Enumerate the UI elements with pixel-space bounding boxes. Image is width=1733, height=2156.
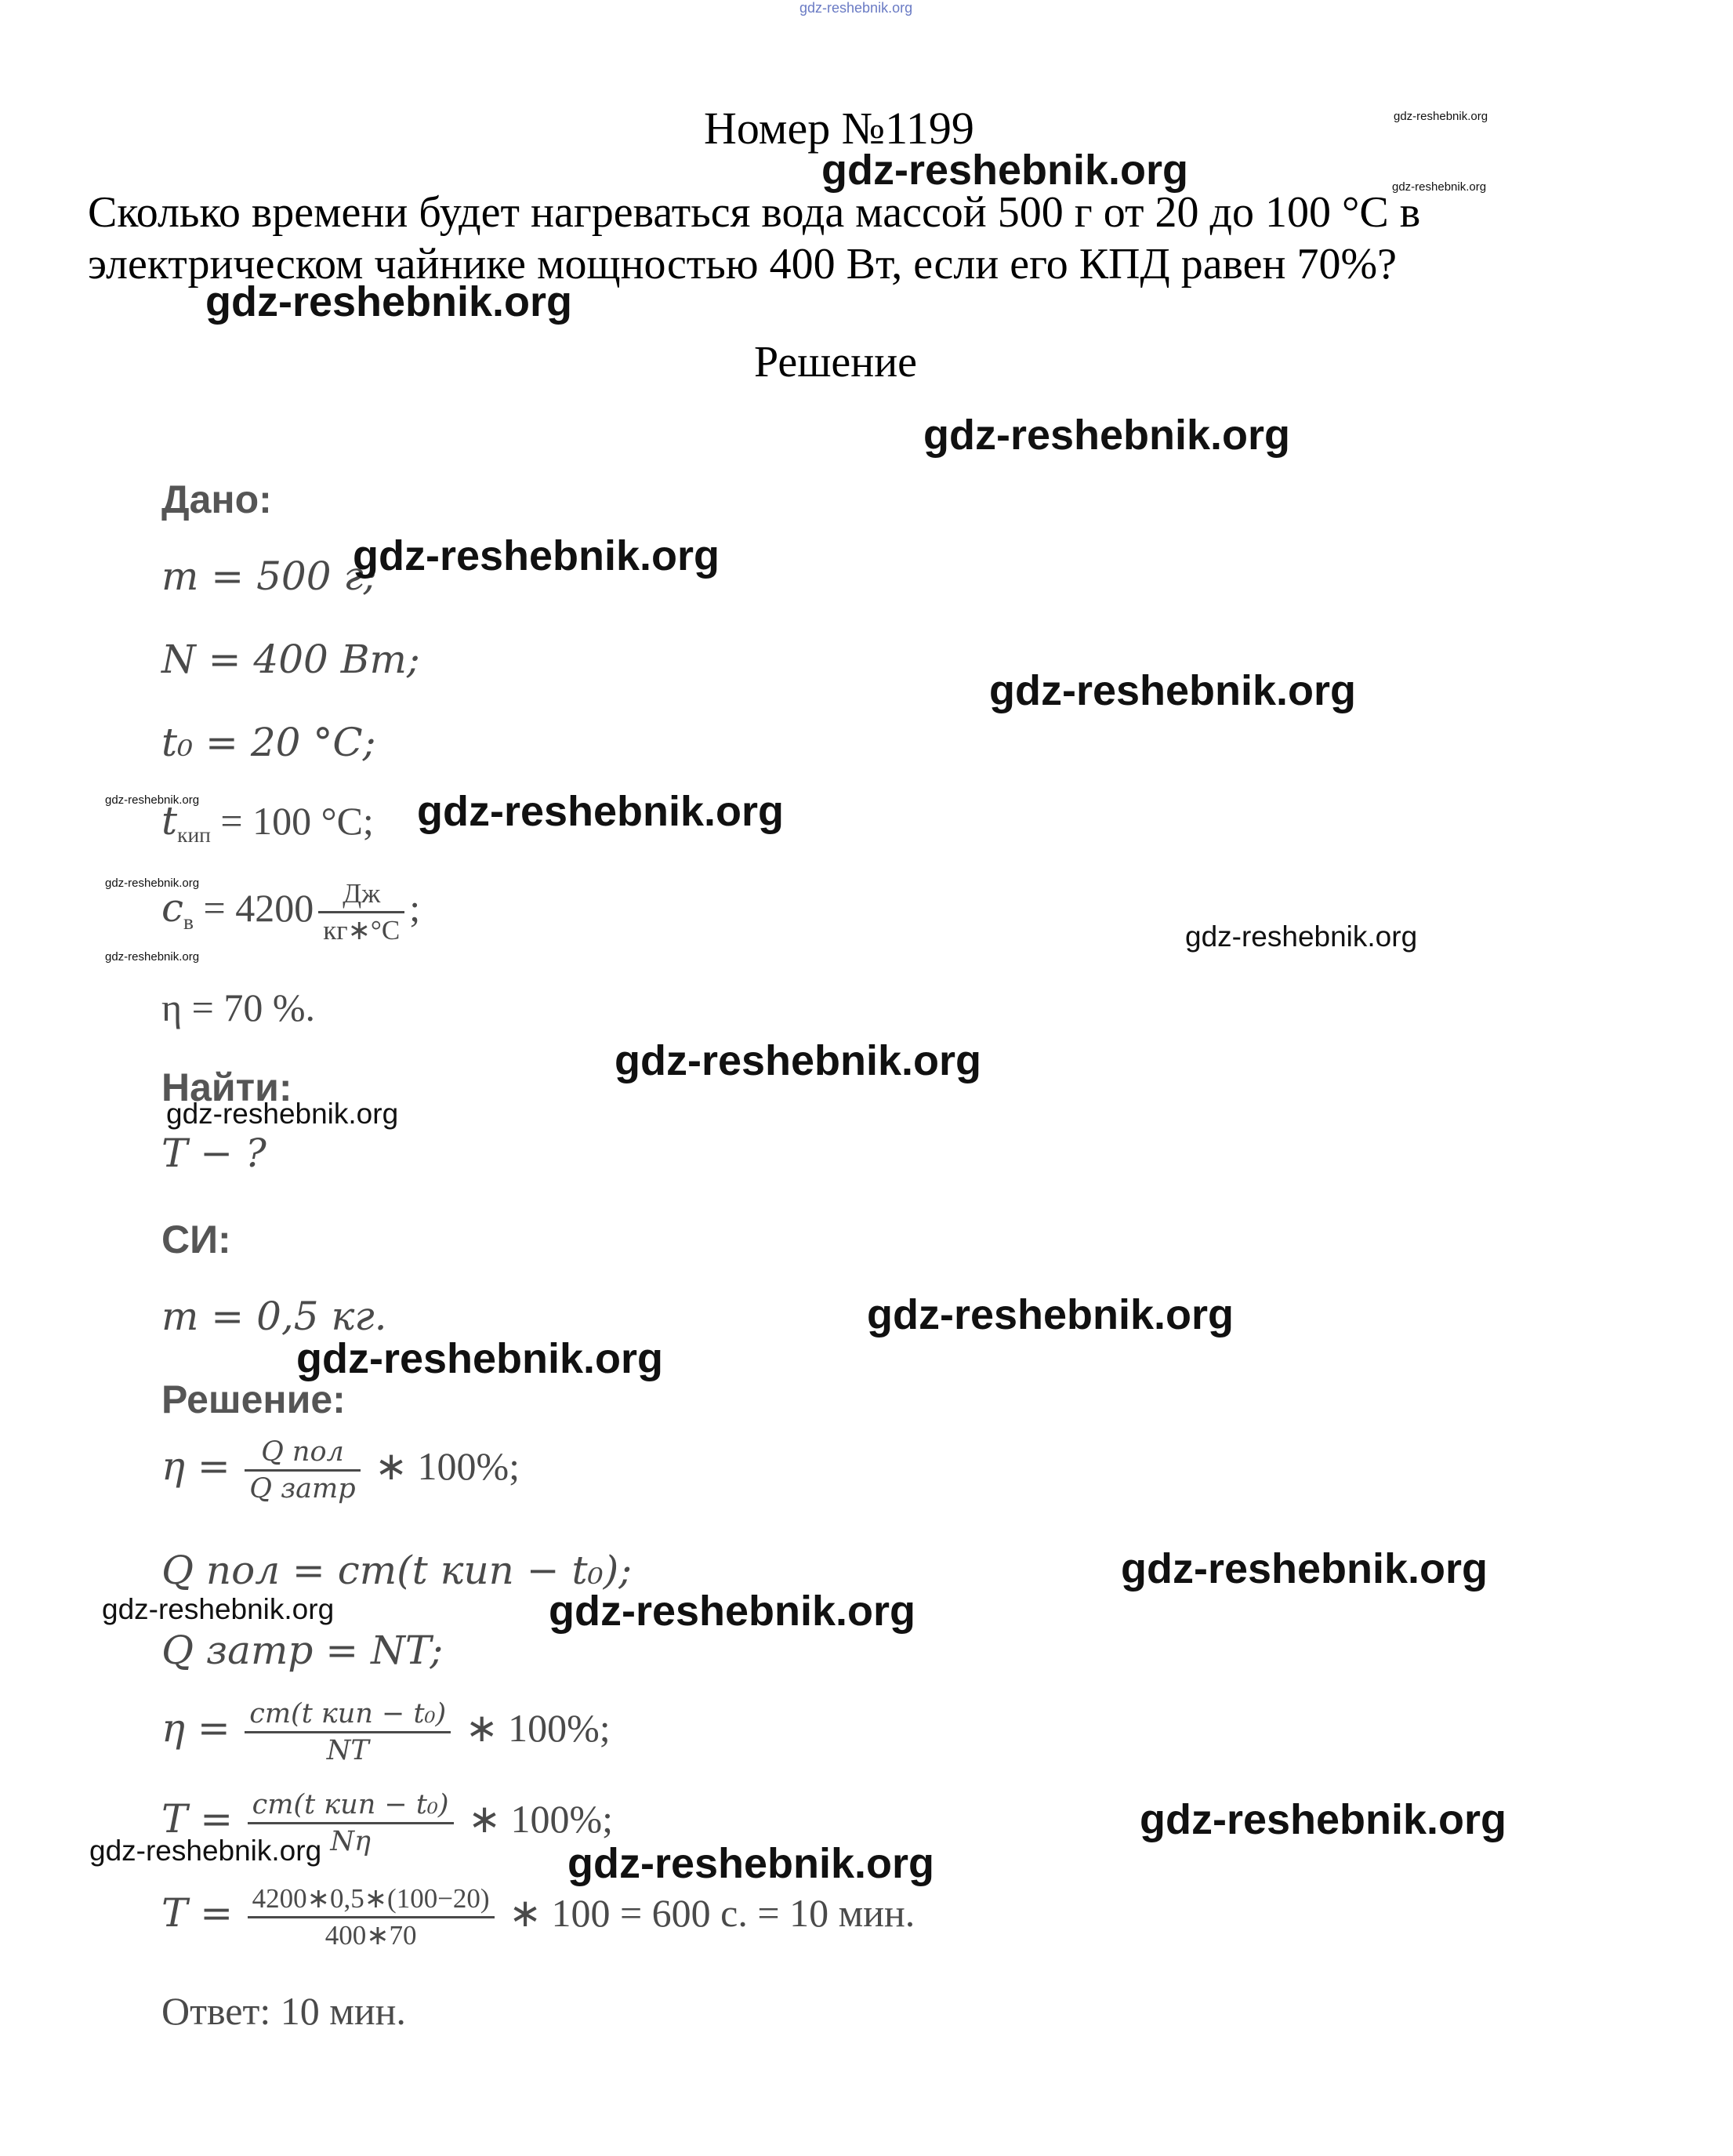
watermark: gdz-reshebnik.org [205, 278, 573, 325]
watermark: gdz-reshebnik.org [1140, 1796, 1507, 1843]
si-mass: m = 0,5 кг. [161, 1294, 387, 1339]
watermark: gdz-reshebnik.org [105, 877, 200, 890]
watermark: gdz-reshebnik.org [989, 667, 1357, 714]
watermark: gdz-reshebnik.org [1392, 180, 1487, 194]
given-efficiency: η = 70 %. [161, 985, 315, 1029]
given-power: N = 400 Вт; [161, 637, 420, 682]
given-t0: t₀ = 20 °С; [161, 720, 376, 765]
find-T: T − ? [161, 1131, 266, 1176]
answer: Ответ: 10 мин. [161, 1989, 406, 2033]
watermark: gdz-reshebnik.org [923, 412, 1291, 459]
watermark: gdz-reshebnik.org [867, 1291, 1234, 1338]
watermark: gdz-reshebnik.org [615, 1037, 982, 1084]
formula-efficiency-expanded: η = $\frac{\text{cm(t кип − t₀)}}{NT}$ ∗ 100%; [161, 1698, 611, 1766]
page-title: Номер №1199 [704, 103, 974, 154]
watermark: gdz-reshebnik.org [166, 1098, 399, 1130]
watermark: gdz-reshebnik.org [1121, 1545, 1488, 1592]
solution-label: Решение: [161, 1377, 346, 1421]
solution-heading: Решение [754, 338, 918, 387]
formula-time-numeric: T = $\frac{4200∗0,5∗(100-20)}{400∗70}$ ∗ 100 = 600 с. = 10 мин. [161, 1883, 915, 1951]
formula-q-useful: Q пол = cm(t кип − t₀); [161, 1548, 633, 1593]
watermark: gdz-reshebnik.org [417, 788, 785, 835]
watermark: gdz-reshebnik.org [105, 950, 200, 964]
task-line-2: электрическом чайнике мощностью 400 Вт, если его КПД равен 70%? [88, 240, 1397, 289]
watermark: gdz-reshebnik.org [296, 1335, 664, 1382]
watermark: gdz-reshebnik.org [353, 532, 720, 579]
top-watermark: gdz-reshebnik.org [799, 0, 913, 16]
watermark: gdz-reshebnik.org [1394, 110, 1488, 123]
watermark: gdz-reshebnik.org [549, 1588, 916, 1635]
given-specific-heat: cв = 4200 $\frac{Дж}{кг∗^\circ С}$ ; [161, 878, 421, 946]
formula-time: T = $\frac{\text{cm(t кип − t₀)}}{N\eta}$ ∗ 100%; [161, 1789, 614, 1857]
watermark: gdz-reshebnik.org [102, 1593, 335, 1625]
given-label: Дано: [161, 477, 272, 521]
given-tkip: tкип = 100 °С; [161, 798, 374, 847]
given-mass: m = 500 г; [161, 554, 377, 599]
task-line-1: Сколько времени будет нагреваться вода массой 500 г от 20 до 100 °С в [88, 188, 1421, 237]
watermark: gdz-reshebnik.org [105, 793, 200, 807]
watermark: gdz-reshebnik.org [821, 147, 1189, 194]
formula-q-spent: Q затр = NT; [161, 1628, 444, 1673]
watermark: gdz-reshebnik.org [1185, 920, 1418, 953]
watermark: gdz-reshebnik.org [567, 1840, 935, 1887]
si-label: СИ: [161, 1218, 231, 1261]
find-label: Найти: [161, 1065, 292, 1109]
formula-efficiency: η = $\frac{\text{Q пол}}{\text{Q затр}}$ ∗ 100%; [161, 1436, 520, 1504]
watermark: gdz-reshebnik.org [89, 1835, 322, 1867]
